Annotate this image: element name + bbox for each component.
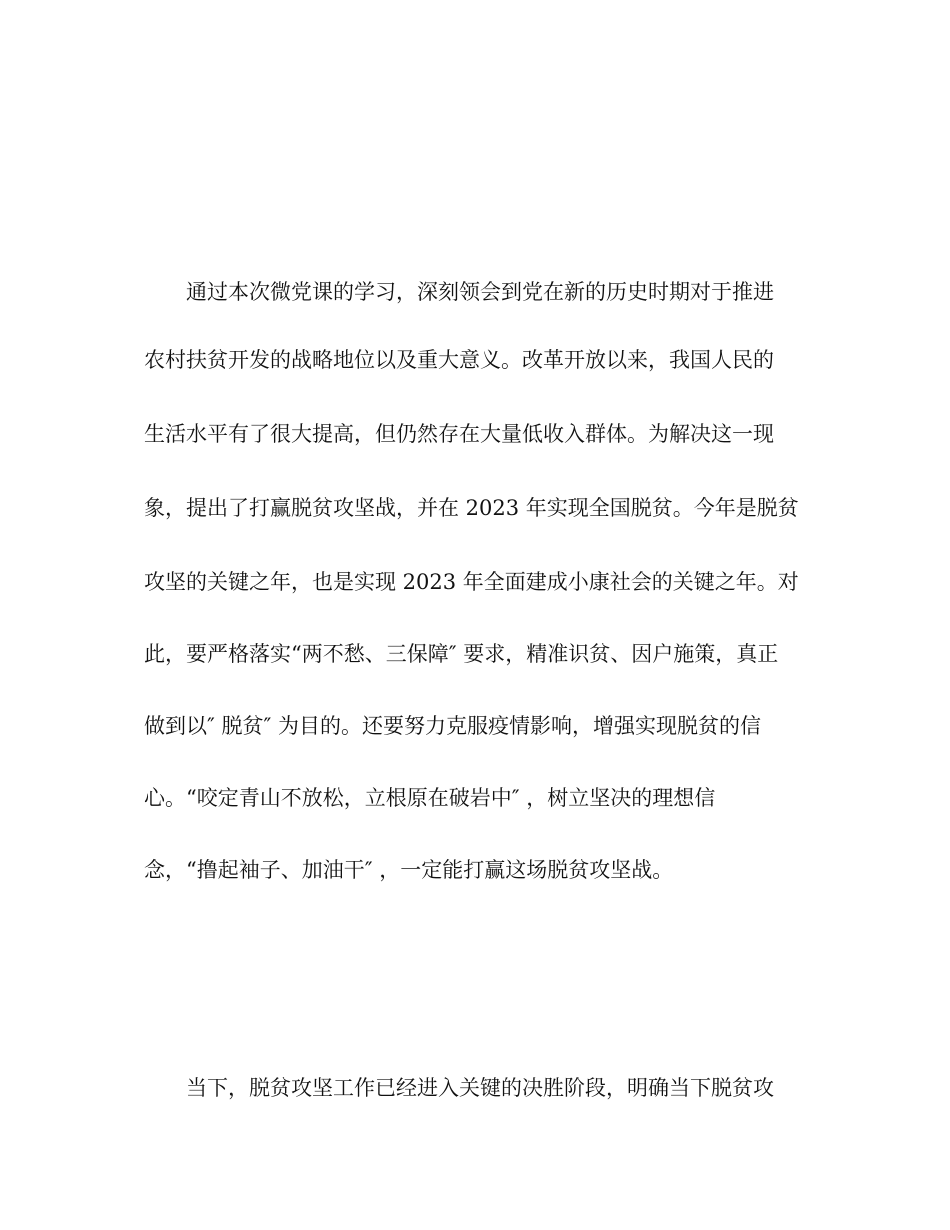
paragraph-1-line-6: 此，要严格落实“两不愁、三保障″ 要求，精准识贫、因户施策，真正 xyxy=(144,642,779,666)
paragraph-1-line-7: 做到以″ 脱贫″ 为目的。还要努力克服疫情影响，增强实现脱贫的信 xyxy=(144,714,762,738)
paragraph-1-line-1: 通过本次微党课的学习，深刻领会到党在新的历史时期对于推进 xyxy=(186,280,774,304)
paragraph-1-line-9: 念，“撸起袖子、加油干″ ，一定能打赢这场脱贫攻坚战。 xyxy=(144,858,674,882)
paragraph-1-line-3: 生活水平有了很大提高，但仍然存在大量低收入群体。为解决这一现 xyxy=(144,422,774,446)
paragraph-1-line-5: 攻坚的关键之年，也是实现 2023 年全面建成小康社会的关键之年。对 xyxy=(144,570,799,594)
paragraph-1-line-4: 象，提出了打赢脱贫攻坚战，并在 2023 年实现全国脱贫。今年是脱贫 xyxy=(144,496,799,520)
paragraph-1-line-2: 农村扶贫开发的战略地位以及重大意义。改革开放以来，我国人民的 xyxy=(144,348,774,372)
paragraph-2-line-1: 当下，脱贫攻坚工作已经进入关键的决胜阶段，明确当下脱贫攻 xyxy=(186,1076,774,1100)
paragraph-1-line-8: 心。“咬定青山不放松，立根原在破岩中″ ，树立坚决的理想信 xyxy=(144,786,716,810)
